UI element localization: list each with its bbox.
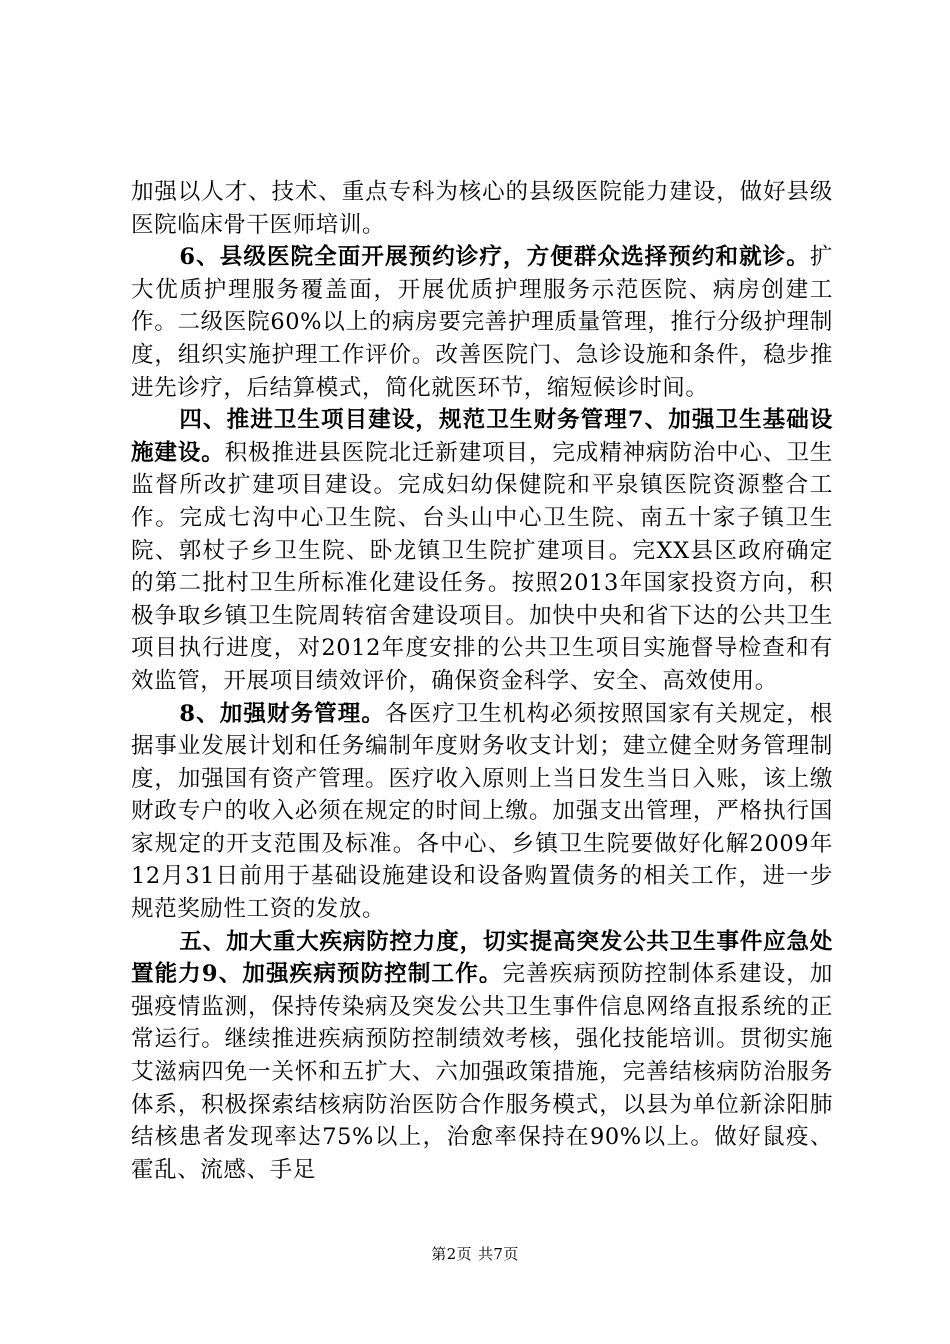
paragraph-4-heading: 8、加强财务管理。 [179, 700, 385, 727]
paragraph-2 [131, 241, 833, 404]
paragraph-5-heading: 五、加大重大疾病防控力度，切实提高突发公共卫生事件应急处置能力9、加强疾病预防控制工作。 [131, 928, 833, 988]
page-number-current: 第2页 [431, 1245, 472, 1263]
paragraph-3-heading: 四、推进卫生项目建设，规范卫生财务管理7、加强卫生基础设施建设。 [131, 407, 833, 466]
paragraph-3-text: 积极推进县医院北迁新建项目，完成精神病防治中心、卫生监督所改扩建项目建设。完成妇幼保健院和平泉镇医院资源整合工作。完成七沟中心卫生院、台头山中心卫生院、南五十家子镇卫生院、郭杖子乡卫生院、卧龙镇卫生院扩建项目。完XX县区政府确定的第二批村卫生所标准化建设任务。按照2013年国家投资方向，积极争取乡镇卫生院周转宿舍建设项目。加快中央和省下达的公共卫生项目执行进度，对2012年度安排的公共卫生项目实施督导检查和有效监管，开展项目绩效评价，确保资金科学、安全、高效使用。 [131, 439, 833, 694]
paragraph-3 [131, 404, 833, 697]
paragraph-4 [131, 698, 833, 926]
paragraph-2-heading: 6、县级医院全面开展预约诊疗，方便群众选择预约和就诊。 [179, 244, 810, 271]
paragraph-1 [131, 176, 833, 241]
page-number-total: 共7页 [478, 1245, 519, 1263]
paragraph-5-text: 完善疾病预防控制体系建设，加强疫情监测，保持传染病及突发公共卫生事件信息网络直报系统的正常运行。继续推进疾病预防控制绩效考核，强化技能培训。贯彻实施艾滋病四免一关怀和五扩大、六加强政策措施，完善结核病防治服务体系，积极探索结核病防治医防合作服务模式，以县为单位新涂阳肺结核患者发现率达75%以上，治愈率保持在90%以上。做好鼠疫、霍乱、流感、手足 [131, 961, 833, 1183]
document-body [131, 176, 833, 1186]
page-footer [0, 1244, 950, 1264]
paragraph-5 [131, 926, 833, 1187]
paragraph-4-text: 各医疗卫生机构必须按照国家有关规定，根据事业发展计划和任务编制年度财务收支计划；建立健全财务管理制度，加强国有资产管理。医疗收入原则上当日发生当日入账，该上缴财政专户的收入必须在规定的时间上缴。加强支出管理，严格执行国家规定的开支范围及标准。各中心、乡镇卫生院要做好化解2009年12月31日前用于基础设施建设和设备购置债务的相关工作，进一步规范奖励性工资的发放。 [131, 700, 833, 923]
paragraph-2-text: 扩大优质护理服务覆盖面，开展优质护理服务示范医院、病房创建工作。二级医院60%以上的病房要完善护理质量管理，推行分级护理制度，组织实施护理工作评价。改善医院门、急诊设施和条件，稳步推进先诊疗，后结算模式，简化就医环节，缩短候诊时间。 [131, 244, 833, 401]
paragraph-1-text: 加强以人才、技术、重点专科为核心的县级医院能力建设，做好县级医院临床骨干医师培训。 [131, 179, 833, 238]
